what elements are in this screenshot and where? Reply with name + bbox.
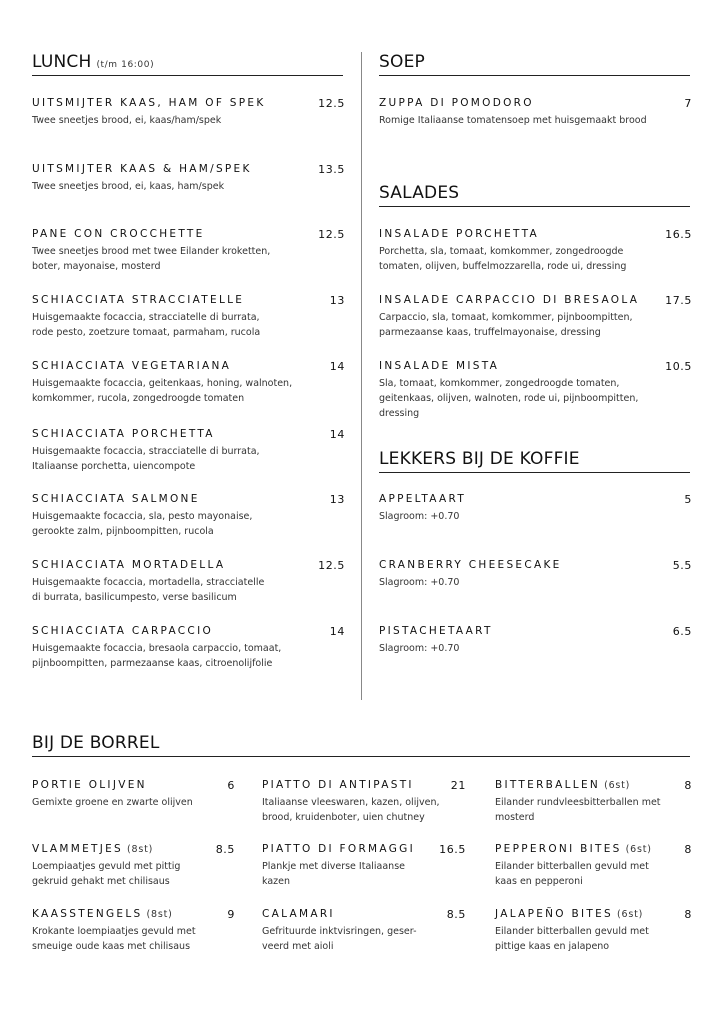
menu-item-description-line: pittige kaas en jalapeno [495,941,610,952]
menu-item-name [32,843,235,855]
menu-item-description-line: Twee sneetjes brood met twee Eilander kroketten, [32,246,271,257]
menu-item-description [495,795,692,825]
menu-item-name [379,228,692,240]
menu-item [379,97,692,128]
menu-item-price: 8 [684,843,692,856]
menu-item [379,294,692,340]
menu-item-description [32,244,345,274]
menu-item-description-line: pijnboompitten, parmezaanse kaas, citroenolijfolie [32,658,273,669]
menu-item-description-line: Huisgemaakte focaccia, geitenkaas, honing, walnoten, [32,378,293,389]
menu-item-price: 8.5 [215,843,235,856]
koffie-title: LEKKERS BIJ DE KOFFIE [379,449,580,469]
menu-item-description [32,376,345,406]
lunch-time-note: (t/m 16:00) [96,60,155,70]
menu-item-name-text: JALAPEÑO BITES [495,908,614,920]
menu-item-description [32,575,345,605]
menu-item-description-line: Slagroom: +0.70 [379,643,460,654]
menu-item-description-line: Slagroom: +0.70 [379,511,460,522]
menu-item-description [32,113,345,128]
menu-item-description-line: brood, kruidenboter, uien chutney [262,812,425,823]
menu-item-description [32,795,235,810]
salades-title: SALADES [379,183,460,203]
menu-item-name [262,779,466,791]
menu-item-description [495,859,692,889]
menu-item-description-line: Romige Italiaanse tomatensoep met huisgemaakt brood [379,115,647,126]
menu-item-price: 5 [684,493,692,506]
menu-item-description-line: Loempiaatjes gevuld met pittig [32,861,181,872]
menu-item-name [32,493,345,505]
menu-item-name [32,294,345,306]
menu-item-description-line: rode pesto, zoetzure tomaat, parmaham, rucola [32,327,261,338]
menu-item-name-text: PIATTO DI ANTIPASTI [262,779,414,791]
menu-item-name [262,908,466,920]
menu-item-name-text: SCHIACCIATA STRACCIATELLE [32,294,245,306]
menu-item-description-line: parmezaanse kaas, truffelmayonaise, dressing [379,327,601,338]
menu-item-description [379,310,692,340]
menu-item-name-text: CALAMARI [262,908,335,920]
menu-item [32,559,345,605]
menu-item-quantity: (6st) [604,780,631,791]
menu-item-description [379,244,692,274]
menu-item-price: 16.5 [665,228,692,241]
soep-divider [379,75,690,76]
menu-item [262,779,466,825]
menu-item [32,294,345,340]
menu-item-name [262,843,466,855]
menu-item-description-line: Italiaanse vleeswaren, kazen, olijven, [262,797,440,808]
menu-item-name [32,97,345,109]
lunch-title-text: LUNCH [32,52,92,72]
menu-item-name-text: PEPPERONI BITES [495,843,622,855]
menu-item-name [32,163,345,175]
menu-item [32,97,345,128]
menu-item-description-line: di burrata, basilicumpesto, verse basilicum [32,592,237,603]
menu-item-quantity: (6st) [625,844,652,855]
menu-item-description [379,376,692,421]
menu-item-name-text: PANE CON CROCCHETTE [32,228,205,240]
menu-item-name [32,360,345,372]
menu-item-description-line: mosterd [495,812,535,823]
menu-item-quantity: (8st) [146,909,173,920]
menu-item-price: 21 [450,779,466,792]
menu-item-description-line: Eilander bitterballen gevuld met [495,861,649,872]
menu-item-description-line: kaas en pepperoni [495,876,583,887]
menu-item-name-text: APPELTAART [379,493,467,505]
menu-item-description [32,924,235,954]
menu-item [495,843,692,889]
menu-item-description-line: Eilander rundvleesbitterballen met [495,797,661,808]
menu-item-price: 5.5 [672,559,692,572]
menu-item-description-line: Slagroom: +0.70 [379,577,460,588]
menu-item-price: 17.5 [665,294,692,307]
menu-item [32,493,345,539]
menu-item-price: 16.5 [439,843,466,856]
menu-item-description-line: Twee sneetjes brood, ei, kaas/ham/spek [32,115,222,126]
menu-item-name [32,625,345,637]
menu-item-description [262,859,466,889]
menu-item-description-line: Huisgemaakte focaccia, stracciatelle di burrata, [32,312,260,323]
menu-item-price: 12.5 [318,559,345,572]
menu-item-description [32,179,345,194]
menu-item-name-text: SCHIACCIATA CARPACCIO [32,625,214,637]
koffie-divider [379,472,690,473]
menu-item-price: 7 [684,97,692,110]
menu-item [262,908,466,954]
menu-item-description-line: smeuige oude kaas met chilisaus [32,941,191,952]
menu-item [495,779,692,825]
menu-item-description [379,113,692,128]
menu-item-price: 6 [227,779,235,792]
menu-item-name-text: SCHIACCIATA PORCHETTA [32,428,215,440]
menu-item-price: 9 [227,908,235,921]
menu-item-description [32,444,345,474]
menu-item-description-line: geitenkaas, olijven, walnoten, rode ui, pijnboompitten, [379,393,639,404]
menu-item-name [379,97,692,109]
menu-item-description [262,795,466,825]
menu-item-name [495,843,692,855]
menu-item-price: 14 [329,428,345,441]
menu-item-name [495,908,692,920]
menu-item-description [32,509,345,539]
menu-item-name [32,559,345,571]
menu-item-price: 6.5 [672,625,692,638]
menu-item-name-text: UITSMIJTER KAAS & HAM/SPEK [32,163,252,175]
menu-item-name [32,228,345,240]
menu-item-name-text: ZUPPA DI POMODORO [379,97,534,109]
menu-item-quantity: (6st) [617,909,644,920]
lunch-divider [32,75,343,76]
menu-item-description-line: Plankje met diverse Italiaanse [262,861,406,872]
menu-item-name [379,360,692,372]
menu-item [379,625,692,656]
menu-item-name [379,559,692,571]
menu-item-description-line: Gefrituurde inktvisringen, geser- [262,926,417,937]
menu-item-description [379,509,692,524]
menu-item-description-line: Huisgemaakte focaccia, stracciatelle di burrata, [32,446,260,457]
menu-item-description-line: Porchetta, sla, tomaat, komkommer, zongedroogde [379,246,624,257]
menu-item [379,493,692,524]
menu-item-name-text: INSALADE PORCHETTA [379,228,539,240]
menu-item-price: 8.5 [446,908,466,921]
soep-title: SOEP [379,52,425,72]
menu-item [32,228,345,274]
menu-item-name-text: SCHIACCIATA SALMONE [32,493,200,505]
menu-item [262,843,466,889]
menu-item-description-line: komkommer, rucola, zongedroogde tomaten [32,393,245,404]
menu-item-price: 8 [684,908,692,921]
menu-item [379,360,692,421]
menu-item-description-line: gerookte zalm, pijnboompitten, rucola [32,526,214,537]
menu-item-name-text: UITSMIJTER KAAS, HAM OF SPEK [32,97,266,109]
menu-item-name [32,428,345,440]
menu-item-description [495,924,692,954]
menu-item-description [32,859,235,889]
menu-item-price: 14 [329,625,345,638]
menu-item-name [32,779,235,791]
menu-item [32,843,235,889]
menu-item [32,360,345,406]
menu-item-name [379,625,692,637]
menu-item-name-text: PIATTO DI FORMAGGI [262,843,415,855]
menu-item [32,908,235,954]
menu-item-description-line: Sla, tomaat, komkommer, zongedroogde tomaten, [379,378,620,389]
menu-item-name-text: VLAMMETJES [32,843,124,855]
column-separator [361,52,362,700]
menu-item-description-line: boter, mayonaise, mosterd [32,261,161,272]
menu-item-description-line: Carpaccio, sla, tomaat, komkommer, pijnboompitten, [379,312,633,323]
menu-item-description-line: Huisgemaakte focaccia, sla, pesto mayonaise, [32,511,253,522]
menu-item-name [495,779,692,791]
menu-item-description-line: Eilander bitterballen gevuld met [495,926,649,937]
menu-item-description-line: kazen [262,876,291,887]
menu-item [495,908,692,954]
menu-item-name [379,294,692,306]
menu-item [379,228,692,274]
menu-item-description [379,641,692,656]
menu-item-price: 12.5 [318,228,345,241]
menu-item-quantity: (8st) [127,844,154,855]
menu-item [379,559,692,590]
menu-item-description-line: Huisgemaakte focaccia, mortadella, stracciatelle [32,577,265,588]
borrel-divider [32,756,690,757]
menu-item-description [262,924,466,954]
menu-item-description-line: gekruid gehakt met chilisaus [32,876,170,887]
menu-item-price: 13 [329,294,345,307]
menu-item-description-line: Krokante loempiaatjes gevuld met [32,926,196,937]
salades-divider [379,206,690,207]
menu-item-name-text: CRANBERRY CHEESECAKE [379,559,562,571]
menu-item-name-text: INSALADE CARPACCIO DI BRESAOLA [379,294,640,306]
menu-item-price: 13.5 [318,163,345,176]
menu-item-name-text: INSALADE MISTA [379,360,500,372]
menu-item [32,163,345,194]
lunch-title [32,52,154,72]
menu-item-name-text: SCHIACCIATA MORTADELLA [32,559,226,571]
menu-item-name-text: PORTIE OLIJVEN [32,779,147,791]
menu-item-description [32,310,345,340]
menu-item-description-line: tomaten, olijven, buffelmozzarella, rode ui, dressing [379,261,627,272]
menu-item-description-line: dressing [379,408,420,419]
menu-item-name [32,908,235,920]
menu-item-name-text: SCHIACCIATA VEGETARIANA [32,360,232,372]
menu-item-price: 10.5 [665,360,692,373]
menu-item [32,625,345,671]
menu-item-price: 14 [329,360,345,373]
menu-item-name-text: KAASSTENGELS [32,908,143,920]
menu-item [32,779,235,810]
menu-item-price: 8 [684,779,692,792]
menu-item-description-line: veerd met aioli [262,941,334,952]
menu-item-name-text: PISTACHETAART [379,625,493,637]
menu-item-description-line: Huisgemaakte focaccia, bresaola carpaccio, tomaat, [32,643,282,654]
menu-item-name [379,493,692,505]
menu-item [32,428,345,474]
menu-item-name-text: BITTERBALLEN [495,779,601,791]
menu-item-description [32,641,345,671]
menu-item-description-line: Gemixte groene en zwarte olijven [32,797,193,808]
menu-item-description-line: Twee sneetjes brood, ei, kaas, ham/spek [32,181,225,192]
menu-item-description [379,575,692,590]
menu-item-price: 13 [329,493,345,506]
menu-item-description-line: Italiaanse porchetta, uiencompote [32,461,196,472]
borrel-title: BIJ DE BORREL [32,733,160,753]
menu-item-price: 12.5 [318,97,345,110]
